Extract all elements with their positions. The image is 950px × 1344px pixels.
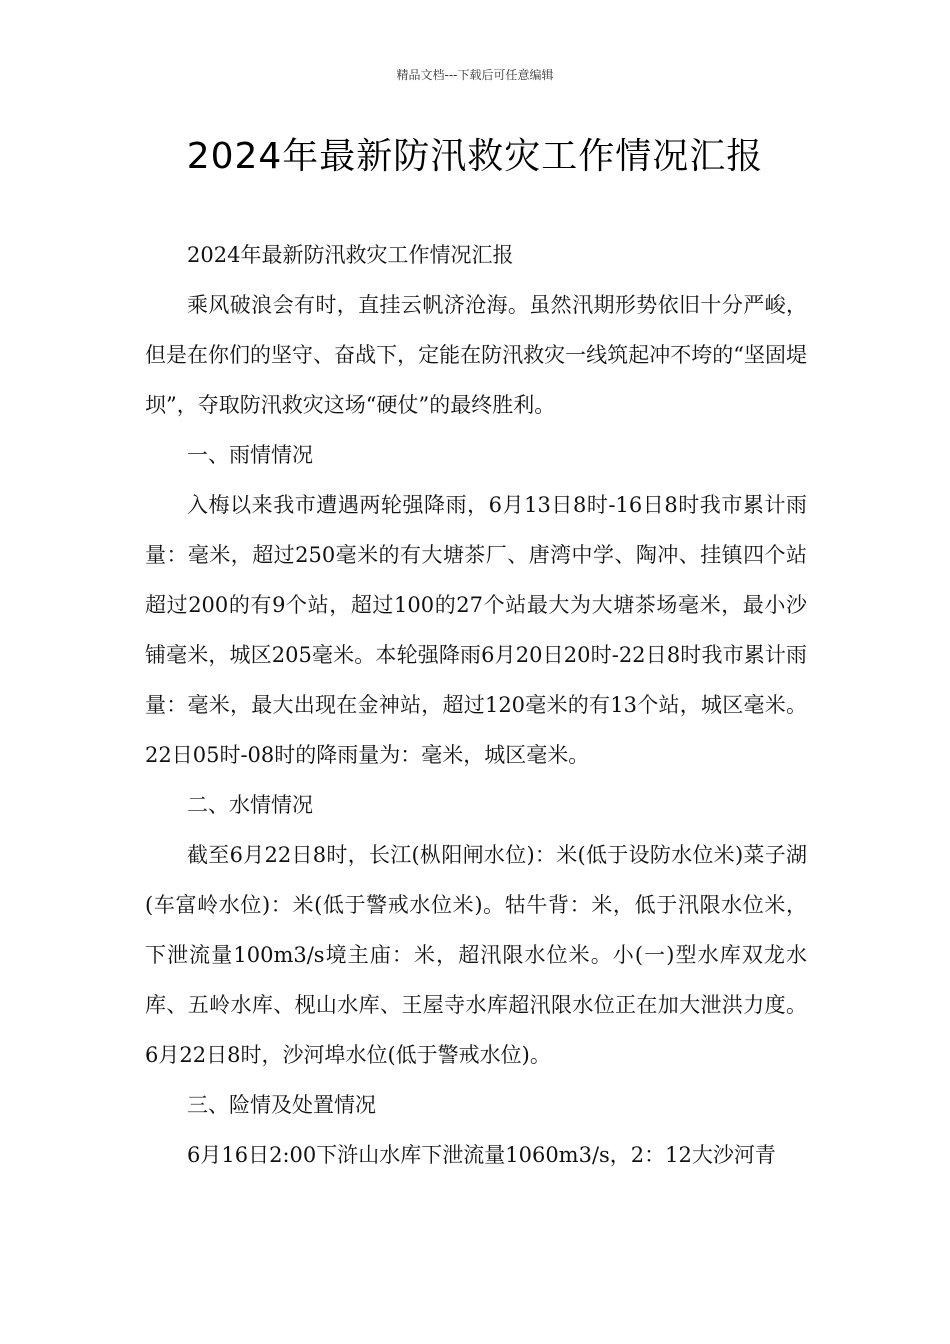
paragraph-danger: 6月16日2:00下浒山水库下泄流量1060m3/s，2：12大沙河青 bbox=[187, 1143, 776, 1167]
document-title: 2024年最新防汛救灾工作情况汇报 bbox=[186, 136, 764, 177]
section-heading-danger: 三、险情及处置情况 bbox=[187, 1093, 376, 1117]
section-heading-water: 二、水情情况 bbox=[187, 793, 313, 817]
section-heading-rain: 一、雨情情况 bbox=[187, 443, 313, 467]
paragraph-intro: 乘风破浪会有时，直挂云帆济沧海。虽然汛期形势依旧十分严峻，但是在你们的坚守、奋战下，定能在防汛救灾一线筑起冲不垮的“坚固堤坝”，夺取防汛救灾这场“硬仗”的最终胜利。 bbox=[145, 293, 807, 417]
paragraph-repeated-title: 2024年最新防汛救灾工作情况汇报 bbox=[187, 243, 514, 267]
paragraph-rain: 入梅以来我市遭遇两轮强降雨，6月13日8时-16日8时我市累计雨量：毫米，超过250毫米的有大塘茶厂、唐湾中学、陶冲、挂镇四个站超过200的有9个站，超过100的27个站最大为大塘茶场毫米，最小沙铺毫米，城区205毫米。本轮强降雨6月20日20时-22日8时我市累计雨量：毫米，最大出现在金神站，超过120毫米的有13个站，城区毫米。22日05时-08时的降雨量为：毫米，城区毫米。 bbox=[145, 493, 807, 767]
document-body bbox=[145, 230, 807, 1180]
paragraph-water: 截至6月22日8时，长江(枞阳闸水位)：米(低于设防水位米)菜子湖(车富岭水位)：米(低于警戒水位米)。牯牛背：米，低于汛限水位米，下泄流量100m3/s境主庙：米，超汛限水位米。小(一)型水库双龙水库、五岭水库、枧山水库、王屋寺水库超汛限水位正在加大泄洪力度。6月22日8时，沙河埠水位(低于警戒水位)。 bbox=[145, 843, 807, 1067]
header-note: 精品文档---下载后可任意编辑 bbox=[396, 68, 554, 82]
